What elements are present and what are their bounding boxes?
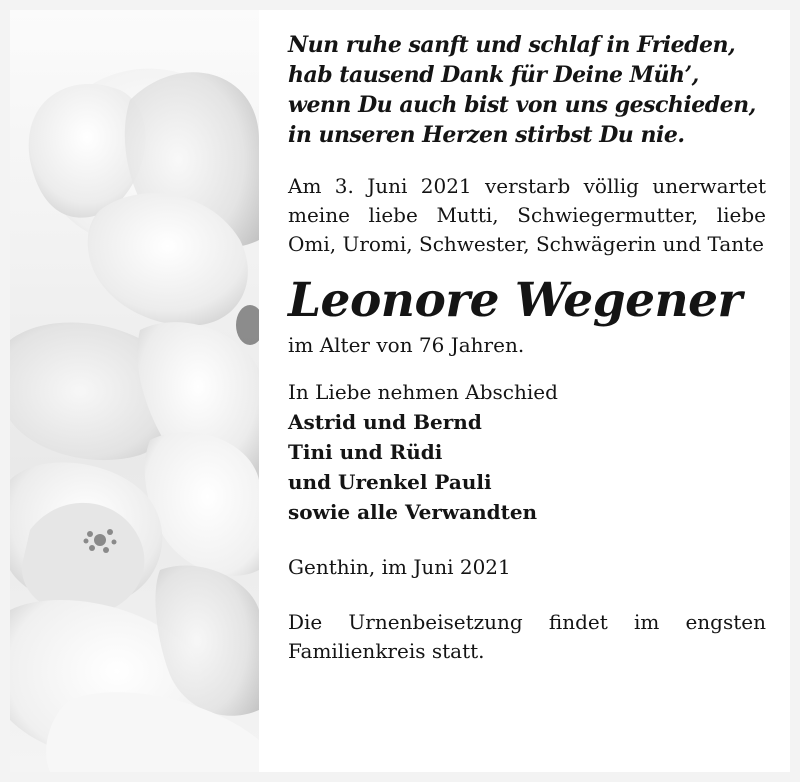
mourner-entry: und Urenkel Pauli xyxy=(288,470,492,494)
poem-line: in unseren Herzen stirbst Du nie. xyxy=(288,122,685,148)
flower-illustration xyxy=(10,10,259,772)
mourner-entry: Tini und Rüdi xyxy=(288,440,443,464)
deceased-name: Leonore Wegener xyxy=(288,273,742,328)
poem-line: Nun ruhe sanft und schlaf in Frieden, xyxy=(288,32,736,58)
place-date: Genthin, im Juni 2021 xyxy=(288,555,511,579)
burial-note: Die Urnenbeisetzung findet im engsten Familienkreis statt. xyxy=(288,610,766,663)
mourners-list xyxy=(288,407,766,527)
poem-line: wenn Du auch bist von uns geschieden, xyxy=(288,92,756,118)
magnolia-flower-photo xyxy=(10,10,259,772)
notice-text xyxy=(288,30,766,666)
memorial-poem xyxy=(288,30,766,150)
farewell-intro: In Liebe nehmen Abschied xyxy=(288,380,558,404)
mourner-entry: Astrid und Bernd xyxy=(288,410,482,434)
poem-line: hab tausend Dank für Deine Müh’, xyxy=(288,62,699,88)
death-announcement: Am 3. Juni 2021 verstarb völlig unerwartet meine liebe Mutti, Schwiegermutter, liebe Omi, Uromi, Schwester, Schwägerin und Tante xyxy=(288,174,766,256)
mourner-entry: sowie alle Verwandten xyxy=(288,500,538,524)
age-text: im Alter von 76 Jahren. xyxy=(288,333,525,357)
